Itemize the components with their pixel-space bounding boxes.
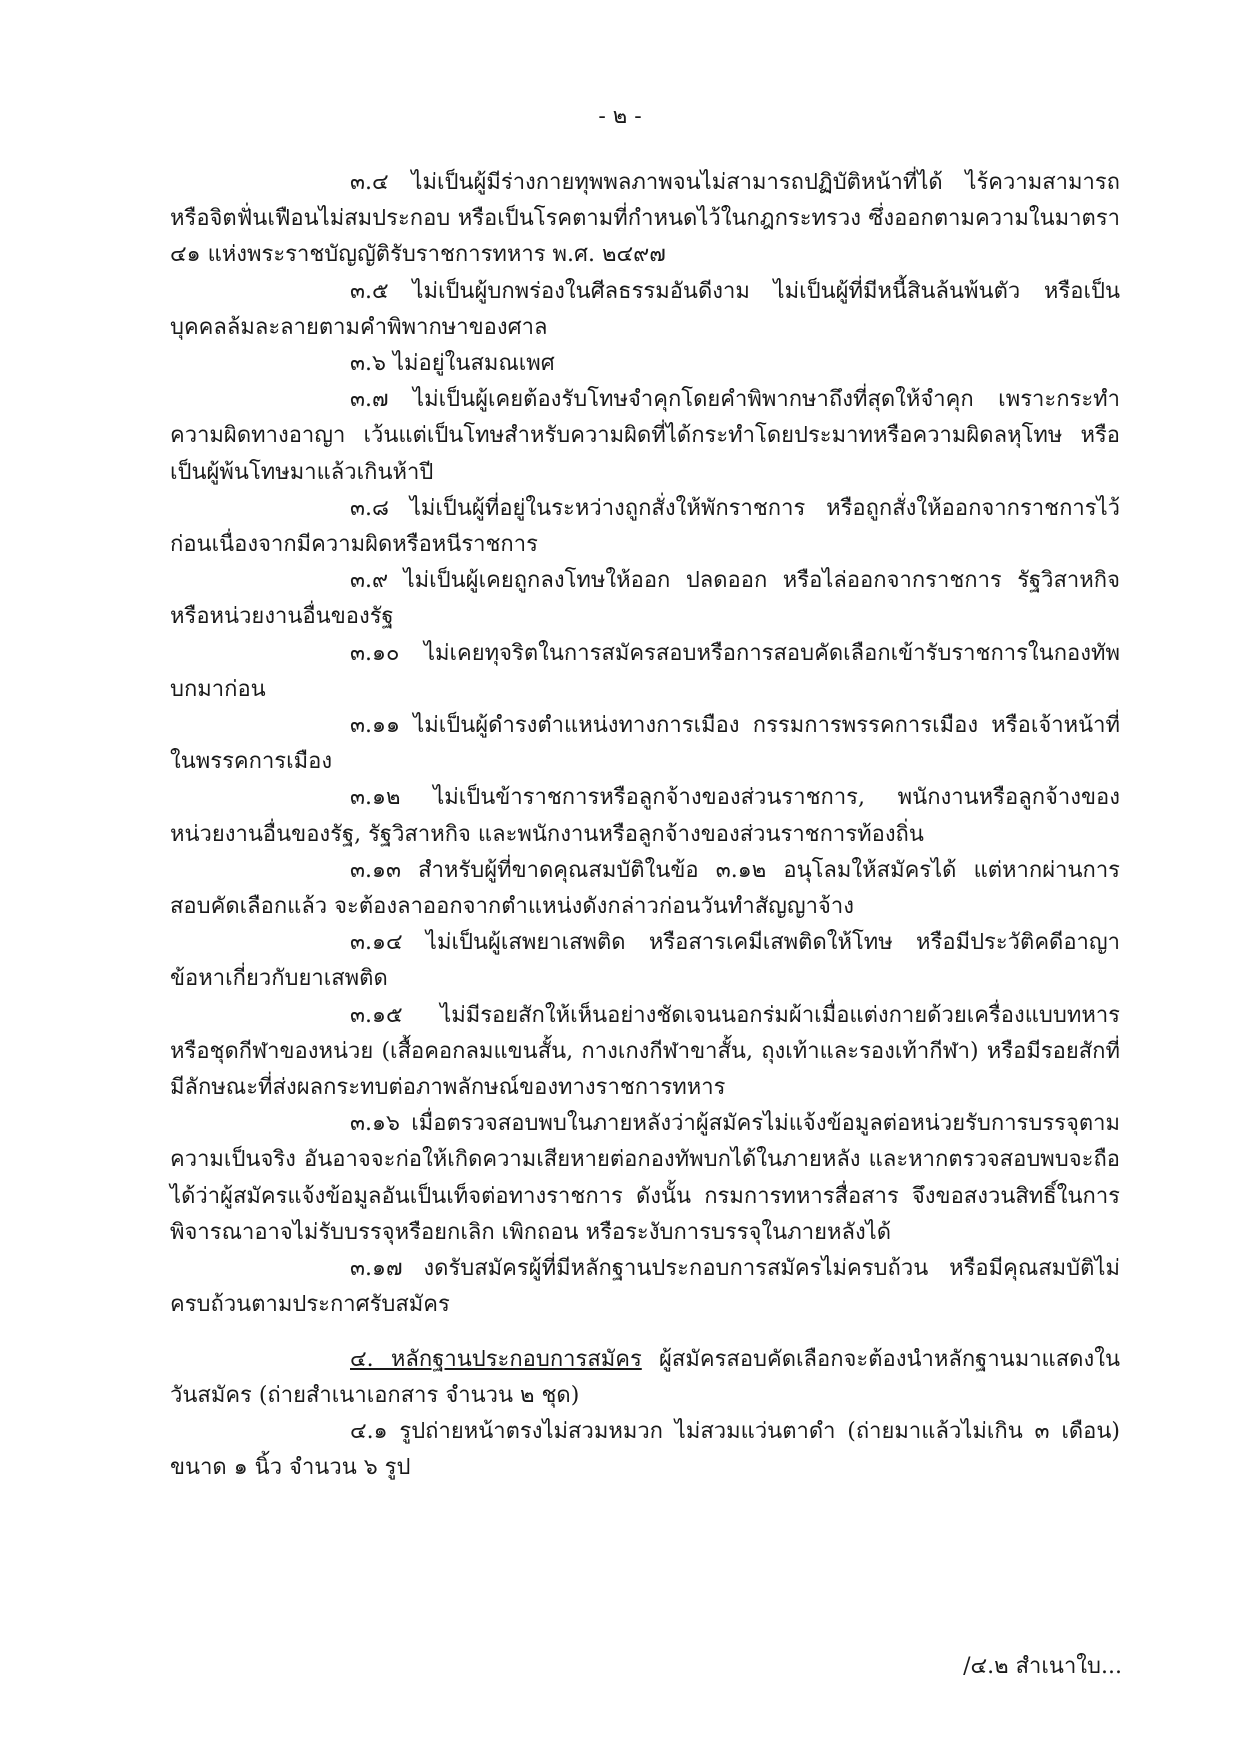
clause-text: ๔.๑ รูปถ่ายหน้าตรงไม่สวมหมวก ไม่สวมแว่นตาดำ (ถ่ายมาแล้วไม่เกิน ๓ เดือน) ขนาด ๑ นิ้ว จำนวน ๖ รูป (170, 1418, 1120, 1481)
clause-3-16 (170, 1106, 1120, 1251)
clause-3-8 (170, 491, 1120, 563)
clause-text: ๓.๕ ไม่เป็นผู้บกพร่องในศีลธรรมอันดีงาม ไม่เป็นผู้ที่มีหนี้สินล้นพ้นตัว หรือเป็นบุคคลล้มละลายตามคำพิพากษาของศาล (170, 278, 1120, 340)
clause-3-12 (170, 780, 1120, 852)
clause-3-13 (170, 853, 1120, 925)
clause-text: ผู้สมัครสอบคัดเลือกจะต้องนำหลักฐานมาแสดงในวันสมัคร (ถ่ายสำเนาเอกสาร จำนวน ๒ ชุด) (170, 1346, 1120, 1408)
clause-3-4 (170, 165, 1120, 274)
clause-text: ๓.๑๕ ไม่มีรอยสักให้เห็นอย่างชัดเจนนอกร่มผ้าเมื่อแต่งกายด้วยเครื่องแบบทหารหรือชุดกีฬาของหน่วย (เสื้อคอกลมแขนสั้น, กางเกงกีฬาขาสั้น, ถุงเท้าและรองเท้ากีฬา) หรือมีรอยสักที่มีลักษณะที่ส่งผลกระทบต่อภาพลักษณ์ของทางราชการทหาร (170, 1002, 1120, 1101)
clause-text: ๓.๘ ไม่เป็นผู้ที่อยู่ในระหว่างถูกสั่งให้พักราชการ หรือถูกสั่งให้ออกจากราชการไว้ก่อนเนื่องจากมีความผิดหรือหนีราชการ (170, 495, 1120, 558)
clause-text: ๓.๔ ไม่เป็นผู้มีร่างกายทุพพลภาพจนไม่สามารถปฏิบัติหน้าที่ได้ ไร้ความสามารถหรือจิตฟั่นเฟือนไม่สมประกอบ หรือเป็นโรคตามที่กำหนดไว้ในกฎกระทรวง ซึ่งออกตามความในมาตรา ๔๑ แห่งพระราชบัญญัติรับราชการทหาร พ.ศ. ๒๔๙๗ (170, 170, 1120, 268)
clause-text: ๓.๑๑ ไม่เป็นผู้ดำรงตำแหน่งทางการเมือง กรรมการพรรคการเมือง หรือเจ้าหน้าที่ในพรรคการเมือง (170, 713, 1120, 775)
page-number: - ๒ - (598, 104, 642, 129)
clause-text: ๓.๙ ไม่เป็นผู้เคยถูกลงโทษให้ออก ปลดออก หรือไล่ออกจากราชการ รัฐวิสาหกิจหรือหน่วยงานอื่นของรัฐ (170, 568, 1120, 630)
clause-text: ๓.๗ ไม่เป็นผู้เคยต้องรับโทษจำคุกโดยคำพิพากษาถึงที่สุดให้จำคุก เพราะกระทำความผิดทางอาญา เว้นแต่เป็นโทษสำหรับความผิดที่ได้กระทำโดยประมาทหรือความผิดลหุโทษ หรือเป็นผู้พ้นโทษมาแล้วเกินห้าปี (170, 387, 1120, 485)
clause-4-1 (170, 1414, 1120, 1486)
clause-text: ๓.๑๔ ไม่เป็นผู้เสพยาเสพติด หรือสารเคมีเสพติดให้โทษ หรือมีประวัติคดีอาญาข้อหาเกี่ยวกับยาเสพติด (170, 930, 1120, 992)
clause-3-5 (170, 274, 1120, 346)
clause-3-14 (170, 925, 1120, 997)
clause-3-6 (170, 346, 1120, 382)
clause-3-10 (170, 636, 1120, 708)
section-4-title: ๔. หลักฐานประกอบการสมัคร (350, 1346, 642, 1372)
clause-text: ๓.๑๗ งดรับสมัครผู้ที่มีหลักฐานประกอบการสมัครไม่ครบถ้วน หรือมีคุณสมบัติไม่ครบถ้วนตามประกาศรับสมัคร (170, 1256, 1120, 1318)
clause-3-9 (170, 563, 1120, 635)
clause-text: ๓.๑๐ ไม่เคยทุจริตในการสมัครสอบหรือการสอบคัดเลือกเข้ารับราชการในกองทัพบกมาก่อน (170, 640, 1120, 702)
continuation-reference: /๔.๒ สำเนาใบ... (963, 1654, 1122, 1679)
clause-3-11 (170, 708, 1120, 780)
clause-3-17 (170, 1251, 1120, 1323)
clause-3-7 (170, 382, 1120, 491)
clause-text: ๓.๑๖ เมื่อตรวจสอบพบในภายหลังว่าผู้สมัครไม่แจ้งข้อมูลต่อหน่วยรับการบรรจุตามความเป็นจริง อันอาจจะก่อให้เกิดความเสียหายต่อกองทัพบกได้ในภายหลัง และหากตรวจสอบพบจะถือได้ว่าผู้สมัครแจ้งข้อมูลอันเป็นเท็จต่อทางราชการ ดังนั้น กรมการทหารสื่อสาร จึงขอสงวนสิทธิ์ในการพิจารณาอาจไม่รับบรรจุหรือยกเลิก เพิกถอน หรือระงับการบรรจุในภายหลังได้ (170, 1111, 1120, 1245)
clause-text: ๓.๖ ไม่อยู่ในสมณเพศ (350, 351, 555, 377)
clause-text: ๓.๑๓ สำหรับผู้ที่ขาดคุณสมบัติในข้อ ๓.๑๒ อนุโลมให้สมัครได้ แต่หากผ่านการสอบคัดเลือกแล้ว จะต้องลาออกจากตำแหน่งดังกล่าวก่อนวันทำสัญญาจ้าง (170, 857, 1120, 920)
clause-3-15 (170, 998, 1120, 1107)
clause-text: ๓.๑๒ ไม่เป็นข้าราชการหรือลูกจ้างของส่วนราชการ, พนักงานหรือลูกจ้างของหน่วยงานอื่นของรัฐ, รัฐวิสาหกิจ และพนักงานหรือลูกจ้างของส่วนราชการท้องถิ่น (170, 785, 1120, 847)
section-4-heading-paragraph (170, 1342, 1120, 1414)
document-body (170, 165, 1120, 1486)
